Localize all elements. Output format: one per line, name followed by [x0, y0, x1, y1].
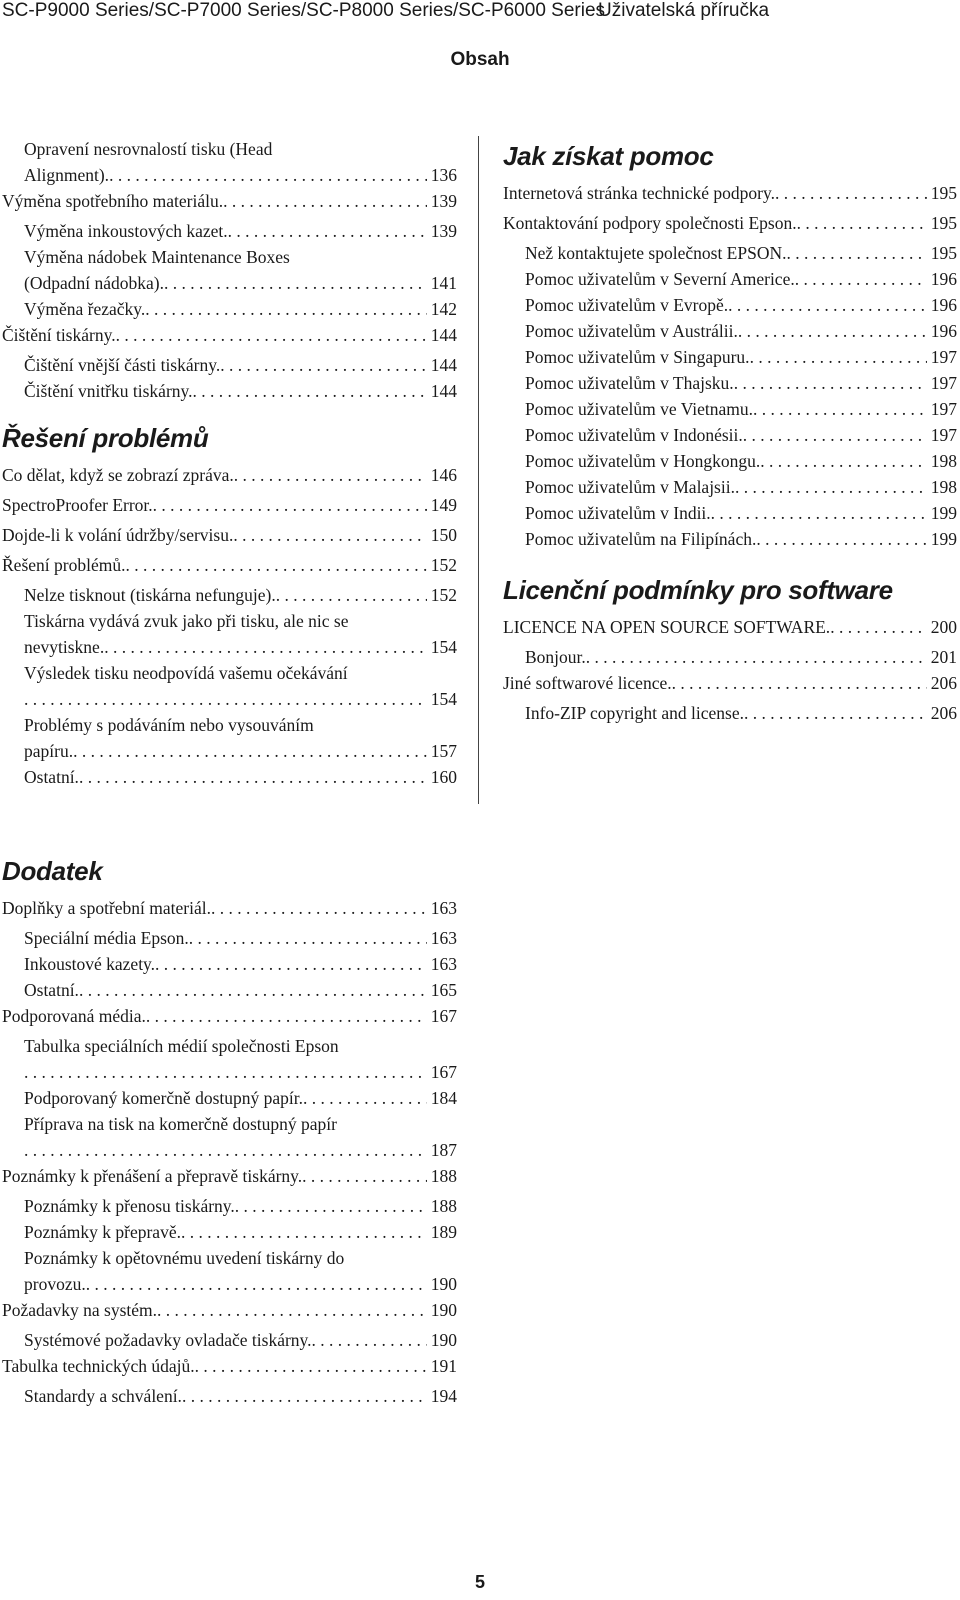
dot-leader: [738, 318, 927, 344]
dot-leader: [181, 1219, 427, 1245]
toc-entry-title-line: Tabulka speciálních médií společnosti Epson: [24, 1036, 339, 1056]
toc-entry-page: 190: [430, 1330, 457, 1350]
toc-entry-page: 184: [430, 1088, 457, 1108]
dot-leader: [795, 266, 927, 292]
toc-entry[interactable]: [2, 218, 457, 244]
dot-leader: [775, 180, 927, 206]
toc-entry-title: Pomoc uživatelům na Filipínách.: [525, 529, 757, 549]
toc-entry-title: Speciální média Epson.: [24, 928, 189, 948]
toc-entry-page: 150: [430, 525, 457, 545]
toc-entry-title: Podporovaný komerčně dostupný papír.: [24, 1088, 303, 1108]
toc-entry-title: Kontaktování podpory společnosti Epson.: [503, 213, 797, 233]
toc-entry[interactable]: [2, 462, 457, 488]
column-divider: [478, 136, 479, 804]
dot-leader: [302, 1163, 427, 1189]
toc-entry-page: 195: [930, 243, 957, 263]
dot-leader: [79, 764, 427, 790]
toc-entry-title: Doplňky a spotřební materiál.: [2, 898, 211, 918]
dot-leader: [744, 700, 927, 726]
toc-entry-page: 206: [930, 703, 957, 723]
dot-leader: [312, 1327, 427, 1353]
running-header: [0, 0, 960, 36]
toc-entry[interactable]: [2, 660, 457, 712]
dot-leader: [116, 322, 427, 348]
toc-entry[interactable]: [2, 322, 457, 348]
toc-entry-title-line: Opravení nesrovnalostí tisku (Head: [24, 139, 273, 159]
dot-leader: [233, 522, 426, 548]
dot-leader: [193, 378, 427, 404]
dot-leader: [109, 162, 427, 188]
toc-entry-title: Bonjour.: [525, 647, 586, 667]
toc-entry-page: 196: [930, 295, 957, 315]
toc-entry[interactable]: [503, 500, 957, 526]
dot-leader: [760, 448, 926, 474]
toc-entry[interactable]: [2, 951, 457, 977]
toc-entry-page: 195: [930, 183, 957, 203]
dot-leader: [157, 1297, 427, 1323]
heading-licencni-podminky: Licenční podmínky pro software: [503, 575, 893, 605]
toc-entry[interactable]: [2, 352, 457, 378]
dot-leader: [220, 352, 427, 378]
toc-entry[interactable]: [503, 396, 957, 422]
toc-entry-title: Nelze tisknout (tiskárna nefunguje).: [24, 585, 276, 605]
toc-entry-title: Dojde-li k volání údržby/servisu.: [2, 525, 234, 545]
toc-entry[interactable]: [2, 895, 457, 921]
dot-leader: [24, 1059, 427, 1085]
toc-entry-page: 144: [430, 325, 457, 345]
toc-entry-page: 188: [430, 1196, 457, 1216]
heading-jak-ziskat-pomoc: Jak získat pomoc: [503, 141, 714, 171]
toc-entry[interactable]: [503, 422, 957, 448]
toc-entry-page: 163: [430, 898, 457, 918]
toc-entry-title: Čištění vnitřku tiskárny.: [24, 381, 193, 401]
toc-entry[interactable]: [2, 977, 457, 1003]
toc-entry-page: 196: [930, 269, 957, 289]
toc-entry-title: Pomoc uživatelům v Severní Americe.: [525, 269, 795, 289]
toc-entry-title: SpectroProofer Error.: [2, 495, 153, 515]
toc-entry[interactable]: [503, 474, 957, 500]
toc-entry-title: Jiné softwarové licence.: [503, 673, 672, 693]
dot-leader: [104, 634, 427, 660]
toc-entry[interactable]: [2, 552, 457, 578]
toc-entry-title-line: Poznámky k opětovnému uvedení tiskárny do: [24, 1248, 345, 1268]
toc-entry[interactable]: [2, 582, 457, 608]
toc-entry[interactable]: [503, 344, 957, 370]
toc-entry[interactable]: [503, 210, 957, 236]
toc-entry-page: 206: [930, 673, 957, 693]
dot-leader: [145, 296, 426, 322]
toc-entry-page: 154: [430, 689, 457, 709]
toc-entry-title: nevytiskne.: [24, 637, 105, 657]
toc-entry[interactable]: [2, 1219, 457, 1245]
dot-leader: [734, 370, 927, 396]
toc-entry-page: 197: [930, 425, 957, 445]
toc-entry-page: 197: [930, 373, 957, 393]
toc-entry-title: Výměna inkoustových kazet.: [24, 221, 228, 241]
toc-entry-title: Ostatní.: [24, 980, 79, 1000]
toc-entry-title: Pomoc uživatelům v Austrálii.: [525, 321, 738, 341]
dot-leader: [189, 925, 427, 951]
toc-entry-page: 195: [930, 213, 957, 233]
toc-entry-title: Pomoc uživatelům v Singapuru.: [525, 347, 750, 367]
toc-entry-title: Podporovaná média.: [2, 1006, 146, 1026]
dot-leader: [155, 951, 427, 977]
toc-entry-page: 146: [430, 465, 457, 485]
header-guide-title: Uživatelská příručka: [598, 0, 770, 21]
dot-leader: [756, 526, 926, 552]
toc-entry-page: 201: [930, 647, 957, 667]
toc-list-pomoc: [503, 180, 957, 552]
toc-entry[interactable]: [503, 292, 957, 318]
dot-leader: [195, 1353, 427, 1379]
toc-entry-page: 144: [430, 355, 457, 375]
toc-entry-page: 167: [430, 1006, 457, 1026]
toc-entry[interactable]: [2, 1111, 457, 1163]
toc-entry-page: 199: [930, 503, 957, 523]
toc-entry[interactable]: [503, 318, 957, 344]
toc-entry-page: 187: [430, 1140, 457, 1160]
toc-entry-title: Alignment).: [24, 165, 110, 185]
toc-entry-page: 197: [930, 347, 957, 367]
toc-entry-title: provozu.: [24, 1274, 86, 1294]
toc-entry-page: 157: [430, 741, 457, 761]
dot-leader: [164, 270, 427, 296]
dot-leader: [234, 462, 427, 488]
dot-leader: [79, 977, 427, 1003]
toc-entry[interactable]: [2, 188, 457, 214]
toc-entry-page: 189: [430, 1222, 457, 1242]
toc-entry-title: Výměna řezačky.: [24, 299, 146, 319]
toc-entry[interactable]: [2, 136, 457, 188]
toc-entry[interactable]: [2, 712, 457, 764]
toc-entry-page: 152: [430, 585, 457, 605]
toc-entry-title: Požadavky na systém.: [2, 1300, 158, 1320]
toc-entry[interactable]: [503, 644, 957, 670]
toc-entry-page: 141: [430, 273, 457, 293]
dot-leader: [830, 614, 927, 640]
toc-entry[interactable]: [503, 614, 957, 640]
toc-entry-title: Pomoc uživatelům v Hongkongu.: [525, 451, 761, 471]
toc-entry-title: Ostatní.: [24, 767, 79, 787]
dot-leader: [86, 1271, 427, 1297]
toc-entry-title-line: Výměna nádobek Maintenance Boxes: [24, 247, 290, 267]
toc-entry-title: Pomoc uživatelům v Indii.: [525, 503, 711, 523]
dot-leader: [797, 210, 927, 236]
heading-dodatek: Dodatek: [2, 856, 103, 886]
toc-entry-page: 144: [430, 381, 457, 401]
toc-entry-page: 196: [930, 321, 957, 341]
toc-entry[interactable]: [503, 370, 957, 396]
toc-entry[interactable]: [503, 670, 957, 696]
toc-entry-page: 139: [430, 221, 457, 241]
dot-leader: [750, 344, 927, 370]
toc-entry-title-line: Příprava na tisk na komerčně dostupný papír: [24, 1114, 337, 1134]
dot-leader: [711, 500, 927, 526]
dot-leader: [743, 422, 927, 448]
toc-entry[interactable]: [2, 1033, 457, 1085]
toc-entry-title: Systémové požadavky ovladače tiskárny.: [24, 1330, 312, 1350]
dot-leader: [303, 1085, 427, 1111]
toc-entry-title: Info-ZIP copyright and license.: [525, 703, 745, 723]
toc-list-reseni: [2, 462, 457, 790]
toc-entry-title: Internetová stránka technické podpory.: [503, 183, 775, 203]
toc-entry-page: 163: [430, 928, 457, 948]
toc-entry-page: 190: [430, 1300, 457, 1320]
toc-entry[interactable]: [503, 700, 957, 726]
toc-entry-title: Pomoc uživatelům v Thajsku.: [525, 373, 734, 393]
toc-entry-title: Řešení problémů.: [2, 555, 126, 575]
toc-list-licence: [503, 614, 957, 726]
toc-entry-title-line: Výsledek tisku neodpovídá vašemu očekávání: [24, 663, 348, 683]
toc-entry[interactable]: [2, 608, 457, 660]
toc-entry[interactable]: [2, 1245, 457, 1297]
toc-entry-title: Čištění tiskárny.: [2, 325, 116, 345]
toc-entry-page: 191: [430, 1356, 457, 1376]
dot-leader: [182, 1383, 427, 1409]
toc-entry-title: Než kontaktujete společnost EPSON.: [525, 243, 787, 263]
dot-leader: [728, 292, 927, 318]
toc-entry-title: Standardy a schválení.: [24, 1386, 182, 1406]
toc-entry-page: 200: [930, 617, 957, 637]
toc-entry[interactable]: [503, 240, 957, 266]
toc-entry[interactable]: [2, 1163, 457, 1189]
dot-leader: [276, 582, 427, 608]
section-title: Obsah: [450, 49, 510, 70]
dot-leader: [586, 644, 927, 670]
toc-entry-page: 149: [430, 495, 457, 515]
toc-entry[interactable]: [503, 526, 957, 552]
toc-entry-title: Pomoc uživatelům v Evropě.: [525, 295, 729, 315]
dot-leader: [735, 474, 927, 500]
toc-entry-page: 154: [430, 637, 457, 657]
toc-entry-page: 194: [430, 1386, 457, 1406]
toc-entry[interactable]: [503, 180, 957, 206]
toc-entry-page: 139: [430, 191, 457, 211]
toc-entry-title: Pomoc uživatelům v Indonésii.: [525, 425, 743, 445]
dot-leader: [24, 686, 427, 712]
toc-entry[interactable]: [2, 244, 457, 296]
toc-entry-page: 167: [430, 1062, 457, 1082]
toc-entry[interactable]: [2, 1383, 457, 1409]
toc-entry-page: 188: [430, 1166, 457, 1186]
header-models: SC-P9000 Series/SC-P7000 Series/SC-P8000 Series/SC-P6000 Series: [2, 0, 606, 21]
toc-list-dodatek: [2, 895, 457, 1409]
dot-leader: [228, 218, 427, 244]
toc-entry-title: Výměna spotřebního materiálu.: [2, 191, 224, 211]
toc-entry-title: Poznámky k přenášení a přepravě tiskárny.: [2, 1166, 303, 1186]
dot-leader: [786, 240, 926, 266]
toc-entry[interactable]: [503, 448, 957, 474]
toc-entry-title: Inkoustové kazety.: [24, 954, 156, 974]
toc-entry-title: (Odpadní nádobka).: [24, 273, 164, 293]
toc-entry[interactable]: [2, 378, 457, 404]
page-number: 5: [474, 1572, 485, 1592]
toc-entry-title: papíru.: [24, 741, 74, 761]
toc-entry[interactable]: [2, 1297, 457, 1323]
toc-list-left: [2, 136, 457, 404]
toc-entry-title: Pomoc uživatelům ve Vietnamu.: [525, 399, 754, 419]
toc-column-dodatek: [2, 855, 457, 1409]
toc-entry[interactable]: [2, 1193, 457, 1219]
toc-entry-page: 197: [930, 399, 957, 419]
dot-leader: [146, 1003, 427, 1029]
toc-entry-title: Čištění vnější části tiskárny.: [24, 355, 221, 375]
toc-entry-title: Poznámky k přenosu tiskárny.: [24, 1196, 235, 1216]
toc-entry-page: 160: [430, 767, 457, 787]
dot-leader: [672, 670, 927, 696]
toc-entry-page: 136: [430, 165, 457, 185]
toc-entry-page: 198: [930, 477, 957, 497]
toc-entry-page: 163: [430, 954, 457, 974]
dot-leader: [235, 1193, 427, 1219]
toc-entry[interactable]: [2, 1003, 457, 1029]
dot-leader: [153, 492, 427, 518]
toc-entry-title: LICENCE NA OPEN SOURCE SOFTWARE.: [503, 617, 831, 637]
toc-entry-page: 165: [430, 980, 457, 1000]
toc-entry[interactable]: [2, 1327, 457, 1353]
dot-leader: [125, 552, 426, 578]
toc-entry[interactable]: [2, 925, 457, 951]
toc-entry[interactable]: [2, 492, 457, 518]
toc-entry[interactable]: [503, 266, 957, 292]
dot-leader: [73, 738, 427, 764]
toc-entry-page: 190: [430, 1274, 457, 1294]
toc-column-left: [2, 136, 457, 790]
dot-leader: [753, 396, 927, 422]
toc-entry-title: Tabulka technických údajů.: [2, 1356, 195, 1376]
toc-column-right: [503, 140, 957, 726]
dot-leader: [24, 1137, 427, 1163]
toc-entry-page: 198: [930, 451, 957, 471]
toc-entry-page: 142: [430, 299, 457, 319]
heading-reseni-problemu: Řešení problémů: [2, 423, 209, 453]
toc-entry[interactable]: [2, 764, 457, 790]
toc-entry-page: 199: [930, 529, 957, 549]
toc-entry-title-line: Tiskárna vydává zvuk jako při tisku, ale nic se: [24, 611, 349, 631]
toc-entry-page: 152: [430, 555, 457, 575]
toc-entry[interactable]: [2, 1353, 457, 1379]
toc-entry-title: Pomoc uživatelům v Malajsii.: [525, 477, 735, 497]
toc-entry[interactable]: [2, 1085, 457, 1111]
dot-leader: [223, 188, 427, 214]
toc-entry-title: Poznámky k přepravě.: [24, 1222, 181, 1242]
toc-entry-title-line: Problémy s podáváním nebo vysouváním: [24, 715, 314, 735]
toc-entry-title: Co dělat, když se zobrazí zpráva.: [2, 465, 234, 485]
toc-entry[interactable]: [2, 296, 457, 322]
toc-entry[interactable]: [2, 522, 457, 548]
dot-leader: [211, 895, 427, 921]
